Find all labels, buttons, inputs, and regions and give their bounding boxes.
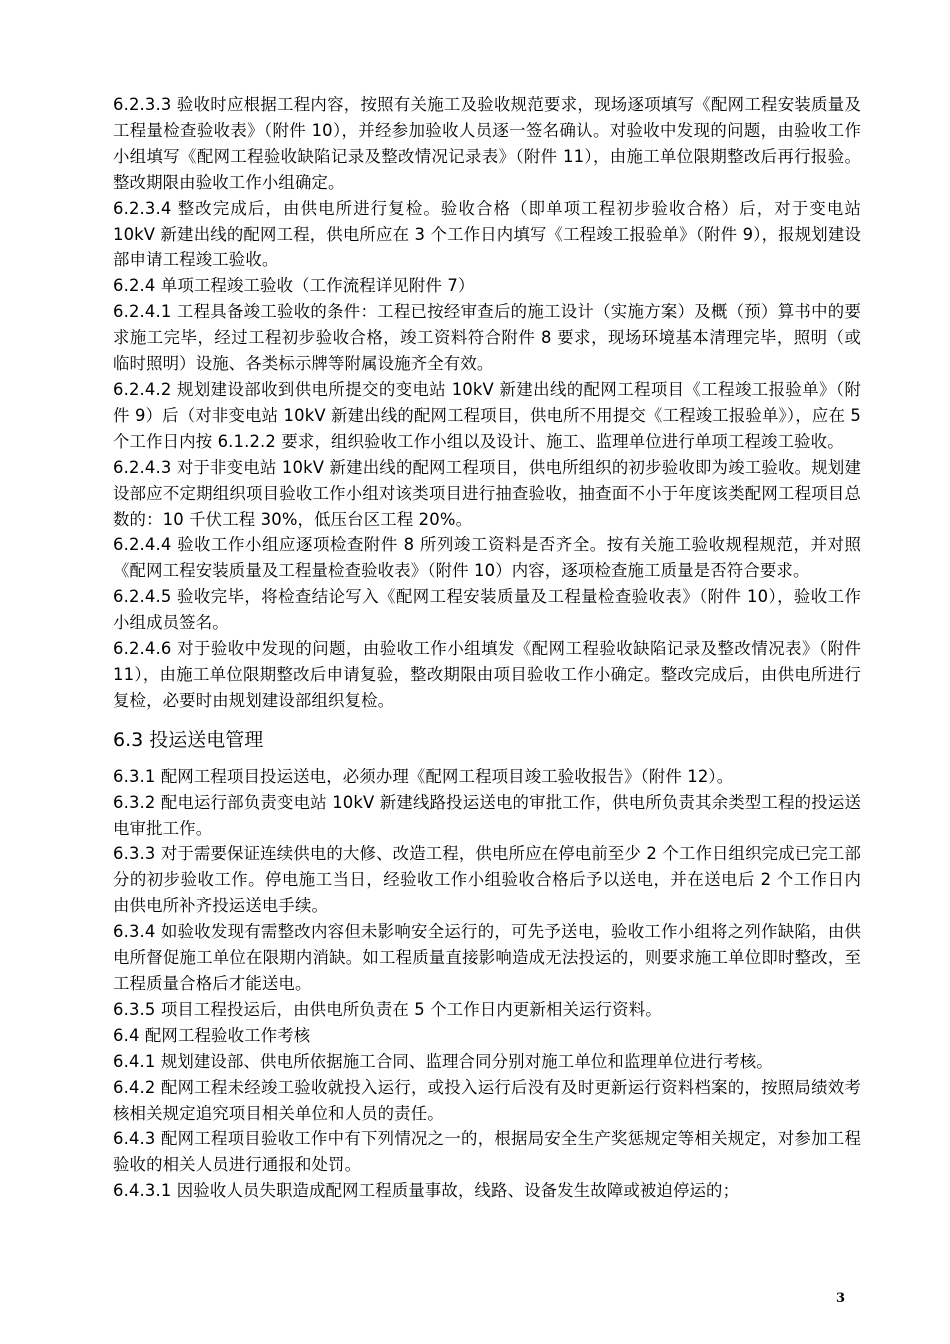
section-title-6-4: 6.4 配网工程验收工作考核: [113, 1025, 311, 1045]
paragraph-6-2-4-3: 6.2.4.3 对于非变电站 10kV 新建出线的配网工程项目，供电所组织的初步验收即为竣工验收。规划建设部应不定期组织项目验收工作小组对该类项目进行抽查验收，抽查面不小于年度该类配网工程项目总数的：10 千伏工程 30%，低压台区工程 20%。: [113, 457, 861, 529]
paragraph-6-4-1: 6.4.1 规划建设部、供电所依据施工合同、监理合同分别对施工单位和监理单位进行考核。: [113, 1051, 773, 1071]
paragraph-6-2-4-2: 6.2.4.2 规划建设部收到供电所提交的变电站 10kV 新建出线的配网工程项目《工程竣工报验单》（附件 9）后（对非变电站 10kV 新建出线的配网工程项目，供电所不用提交《工程竣工报验单》），应在 5 个工作日内按 6.1.2.2 要求，组织验收工作小组以及设计、施工、监理单位进行单项工程竣工验收。: [113, 379, 861, 451]
paragraph-6-3-3: 6.3.3 对于需要保证连续供电的大修、改造工程，供电所应在停电前至少 2 个工作日组织完成已完工部分的初步验收工作。停电施工当日，经验收工作小组验收合格后予以送电，并在送电后 2 个工作日内由供电所补齐投运送电手续。: [113, 844, 861, 916]
paragraph-6-3-2: 6.3.2 配电运行部负责变电站 10kV 新建线路投运送电的审批工作，供电所负责其余类型工程的投运送电审批工作。: [113, 792, 861, 838]
paragraph-6-3-4: 6.3.4 如验收发现有需整改内容但未影响安全运行的，可先予送电，验收工作小组将之列作缺陷，由供电所督促施工单位在限期内消缺。如工程质量直接影响造成无法投运的，则要求施工单位即时整改，至工程质量合格后才能送电。: [113, 922, 861, 993]
paragraph-6-2-3-4: 6.2.3.4 整改完成后，由供电所进行复检。验收合格（即单项工程初步验收合格）后，对于变电站 10kV 新建出线的配网工程，供电所应在 3 个工作日内填写《工程竣工报验单》（附件 9），报规划建设部申请工程竣工验收。: [113, 198, 861, 270]
paragraph-6-4-3: 6.4.3 配网工程项目验收工作中有下列情况之一的，根据局安全生产奖惩规定等相关规定，对参加工程验收的相关人员进行通报和处罚。: [113, 1129, 861, 1175]
document-body: [113, 92, 861, 1204]
paragraph-6-4-2: 6.4.2 配网工程未经竣工验收就投入运行，或投入运行后没有及时更新运行资料档案的，按照局绩效考核相关规定追究项目相关单位和人员的责任。: [113, 1077, 861, 1123]
paragraph-6-2-4-6: 6.2.4.6 对于验收中发现的问题，由验收工作小组填发《配网工程验收缺陷记录及整改情况表》（附件 11），由施工单位限期整改后申请复验，整改期限由项目验收工作小确定。整改完成后，由供电所进行复检，必要时由规划建设部组织复检。: [113, 639, 861, 710]
paragraph-6-2-4-5: 6.2.4.5 验收完毕，将检查结论写入《配网工程安装质量及工程量检查验收表》（附件 10），验收工作小组成员签名。: [113, 587, 861, 633]
paragraph-6-3-1: 6.3.1 配网工程项目投运送电，必须办理《配网工程项目竣工验收报告》（附件 12）。: [113, 766, 734, 786]
section-heading-6-3: 6.3 投运送电管理: [113, 728, 264, 751]
paragraph-6-4-3-1: 6.4.3.1 因验收人员失职造成配网工程质量事故，线路、设备发生故障或被迫停运的；: [113, 1181, 740, 1201]
page-number: 3: [836, 1291, 846, 1306]
paragraph-6-2-4-1: 6.2.4.1 工程具备竣工验收的条件：工程已按经审查后的施工设计（实施方案）及概（预）算书中的要求施工完毕，经过工程初步验收合格，竣工资料符合附件 8 要求，现场环境基本清理完毕，照明（或临时照明）设施、各类标示牌等附属设施齐全有效。: [113, 302, 861, 374]
paragraph-6-3-5: 6.3.5 项目工程投运后，由供电所负责在 5 个工作日内更新相关运行资料。: [113, 999, 662, 1019]
paragraph-6-2-4-4: 6.2.4.4 验收工作小组应逐项检查附件 8 所列竣工资料是否齐全。按有关施工验收规程规范，并对照《配网工程安装质量及工程量检查验收表》（附件 10）内容，逐项检查施工质量是否符合要求。: [113, 535, 861, 581]
paragraph-6-2-3-3: 6.2.3.3 验收时应根据工程内容，按照有关施工及验收规范要求，现场逐项填写《配网工程安装质量及工程量检查验收表》（附件 10），并经参加验收人员逐一签名确认。对验收中发现的问题，由验收工作小组填写《配网工程验收缺陷记录及整改情况记录表》（附件 11），由施工单位限期整改后再行报验。整改期限由验收工作小组确定。: [113, 95, 861, 192]
paragraph-6-2-4: 6.2.4 单项工程竣工验收（工作流程详见附件 7）: [113, 276, 475, 296]
